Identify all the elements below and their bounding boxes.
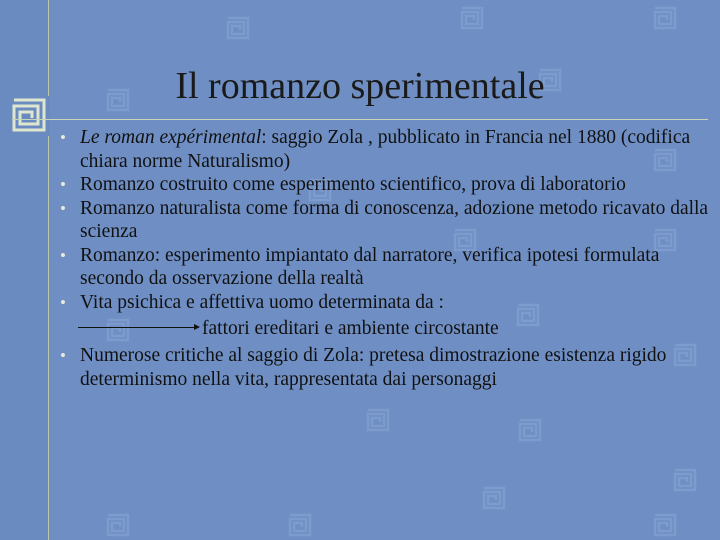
bullet-item xyxy=(60,244,710,291)
title-underline xyxy=(12,119,708,120)
bullet-italic: Le roman expérimental xyxy=(80,127,262,148)
left-divider-line xyxy=(48,0,49,540)
bullet-item xyxy=(60,173,710,197)
bullet-text: : saggio Zola , pubblicato in Francia nel 1880 (codifica chiara norme Naturalismo) xyxy=(80,127,691,172)
corner-ornament-icon xyxy=(10,96,50,136)
arrow-line xyxy=(60,314,710,344)
arrow-text: fattori ereditari e ambiente circostante xyxy=(202,318,499,339)
bullet-item xyxy=(60,344,710,391)
slide-title: Il romanzo sperimentale xyxy=(175,65,545,107)
bullet-text: Romanzo: esperimento impiantato dal narratore, verifica ipotesi formulata secondo da osservazione della realtà xyxy=(80,244,660,289)
bullet-list xyxy=(60,126,710,391)
bullet-text: Romanzo naturalista come forma di conoscenza, adozione metodo ricavato dalla scienza xyxy=(80,197,709,242)
bullet-text: Vita psichica e affettiva uomo determinata da : xyxy=(80,291,444,313)
left-band xyxy=(0,0,48,540)
bullet-text: Romanzo costruito come esperimento scientifico, prova di laboratorio xyxy=(80,174,626,195)
bullet-item xyxy=(60,291,710,315)
right-arrow-icon xyxy=(78,327,198,328)
bullet-item xyxy=(60,126,710,173)
bullet-text: Numerose critiche al saggio di Zola: pretesa dimostrazione esistenza rigido determinismo nella vita, rappresentata dai personaggi xyxy=(80,345,667,390)
bullet-item xyxy=(60,197,710,244)
